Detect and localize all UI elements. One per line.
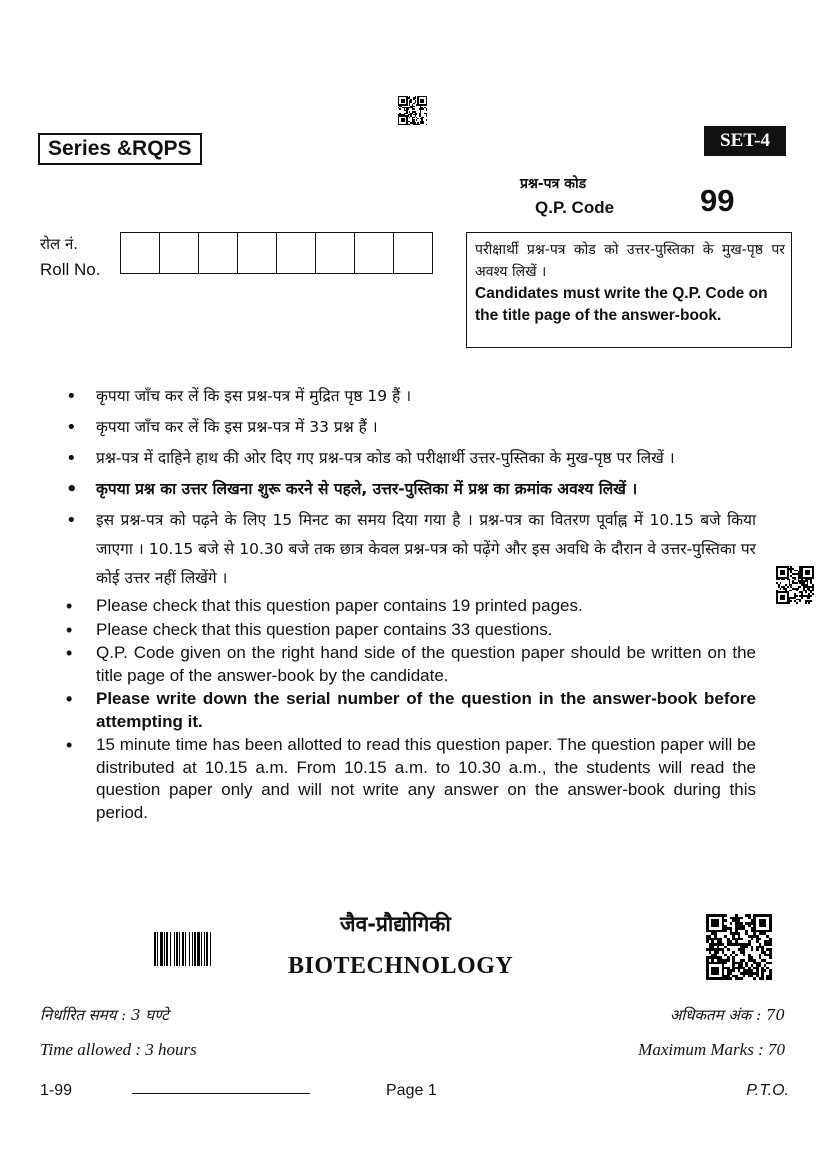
footer-divider <box>132 1093 310 1094</box>
instruction-item: • इस प्रश्न-पत्र को पढ़ने के लिए 15 मिनट का समय दिया गया है । प्रश्न-पत्र का वितरण पूर्वाह्न में 10.15 बजे किया जाएगा । 10.15 बजे से 10.30 बजे तक छात्र केवल प्रश्न-पत्र को पढ़ेंगे और इस अवधि के दौरान वे उत्तर-पुस्तिका पर कोई उत्तर नहीं लिखेंगे । <box>62 506 756 593</box>
roll-label: Roll No. <box>40 260 101 279</box>
set-badge: SET-4 <box>704 126 786 156</box>
instruction-item: • प्रश्न-पत्र में दाहिने हाथ की ओर दिए गए प्रश्न-पत्र कोड को परीक्षार्थी उत्तर-पुस्तिका के मुख-पृष्ठ पर लिखें । <box>62 444 756 473</box>
qr-code-top-icon <box>398 96 427 125</box>
roll-digit-box[interactable] <box>160 233 199 273</box>
time-allowed-hindi: निर्धारित समय : 3 घण्टे <box>40 1006 169 1024</box>
instruction-item: • Please write down the serial number of the question in the answer-book before attempting it. <box>62 688 756 733</box>
qp-code-value: 99 <box>700 183 735 218</box>
instruction-item: • Q.P. Code given on the right hand side of the question paper should be written on the title page of the answer-book by the candidate. <box>62 642 756 687</box>
instructions-list <box>62 382 756 825</box>
footer-paper-code: 1-99 <box>40 1082 73 1099</box>
roll-digit-box[interactable] <box>355 233 394 273</box>
roll-digit-box[interactable] <box>121 233 160 273</box>
qp-code-label: Q.P. Code <box>535 198 615 217</box>
pto-label: P.T.O. <box>746 1082 789 1099</box>
instruction-item: • Please check that this question paper contains 19 printed pages. <box>62 595 756 618</box>
instruction-item: • कृपया जाँच कर लें कि इस प्रश्न-पत्र में 33 प्रश्न हैं । <box>62 413 756 442</box>
roll-number-boxes[interactable] <box>120 232 433 274</box>
instruction-item: • कृपया जाँच कर लें कि इस प्रश्न-पत्र में मुद्रित पृष्ठ 19 हैं । <box>62 382 756 411</box>
max-marks-hindi: अधिकतम अंक : 70 <box>669 1006 785 1024</box>
roll-digit-box[interactable] <box>238 233 277 273</box>
max-marks: Maximum Marks : 70 <box>638 1040 785 1059</box>
instruction-item: • 15 minute time has been allotted to read this question paper. The question paper will be distributed at 10.15 a.m. From 10.15 a.m. to 10.30 a.m., the students will read the question paper only and will not write any answer on the answer-book during this period. <box>62 734 756 824</box>
note-hindi: परीक्षार्थी प्रश्न-पत्र कोड को उत्तर-पुस्तिका के मुख-पृष्ठ पर अवश्य लिखें । <box>475 242 785 280</box>
barcode-icon <box>154 932 220 966</box>
subject-title-hindi: जैव-प्रौद्योगिकी <box>340 912 451 936</box>
instruction-item: • कृपया प्रश्न का उत्तर लिखना शुरू करने से पहले, उत्तर-पुस्तिका में प्रश्न का क्रमांक अवश्य लिखें । <box>62 475 756 504</box>
qr-code-side-icon <box>776 566 814 604</box>
note-english: Candidates must write the Q.P. Code on the title page of the answer-book. <box>475 285 768 324</box>
page-number: Page 1 <box>386 1082 437 1099</box>
roll-digit-box[interactable] <box>394 233 432 273</box>
roll-digit-box[interactable] <box>199 233 238 273</box>
roll-digit-box[interactable] <box>316 233 355 273</box>
candidate-note-box <box>466 232 792 348</box>
time-allowed: Time allowed : 3 hours <box>40 1040 197 1059</box>
qr-code-bottom-icon <box>706 914 772 980</box>
roll-digit-box[interactable] <box>277 233 316 273</box>
instruction-item: • Please check that this question paper contains 33 questions. <box>62 619 756 642</box>
qp-code-label-hindi: प्रश्न-पत्र कोड <box>520 176 587 192</box>
series-label: Series &RQPS <box>38 133 202 165</box>
roll-label-hindi: रोल नं. <box>40 235 79 253</box>
subject-title: BIOTECHNOLOGY <box>288 953 514 979</box>
